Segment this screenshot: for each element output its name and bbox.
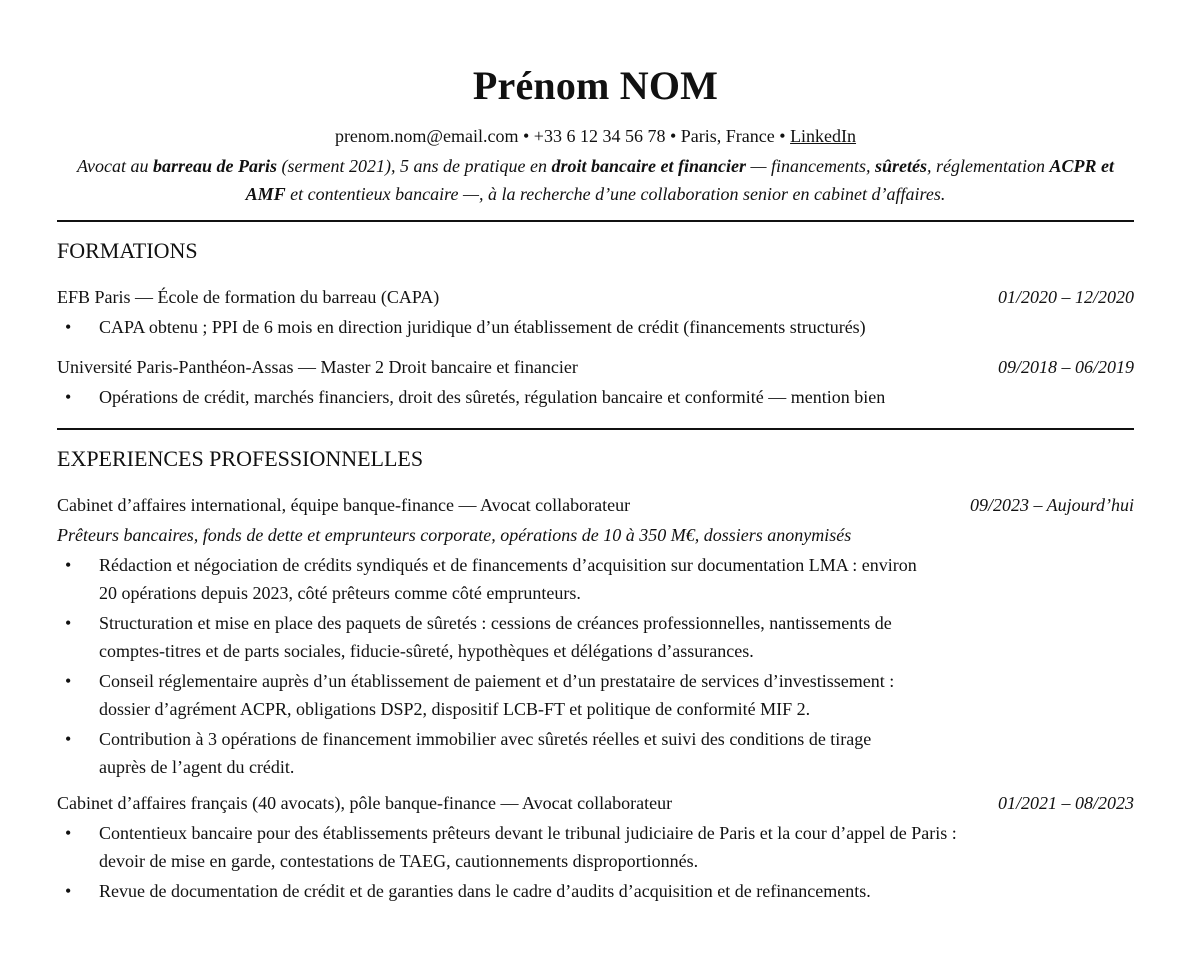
- section-experiences: [57, 445, 1134, 905]
- entry-title: EFB Paris — École de formation du barreau (CAPA): [57, 287, 440, 307]
- section-title: FORMATIONS: [57, 238, 198, 263]
- summary-emphasis: sûretés: [874, 156, 927, 176]
- section-formations: [57, 237, 1134, 411]
- summary-text: (serment 2021), 5 ans de pratique en: [277, 156, 552, 176]
- summary-emphasis: ACPR et AMF: [245, 156, 1114, 204]
- bullet-text: CAPA obtenu ; PPI de 6 mois en direction juridique d’un établissement de crédit (financements structurés): [99, 317, 866, 337]
- entry-header: [57, 789, 1134, 817]
- bullet-icon: •: [65, 387, 72, 407]
- summary-text: et contentieux bancaire —, à la recherche d’une collaboration senior en cabinet d’affaires.: [285, 184, 946, 204]
- list-item: [57, 551, 917, 607]
- entry-date: 09/2023 – Aujourd’hui: [969, 495, 1134, 515]
- entry-title: Cabinet d’affaires international, équipe banque-finance — Avocat collaborateur: [57, 495, 631, 515]
- education-entry: [57, 283, 1134, 341]
- entry-title: Université Paris-Panthéon-Assas — Master 2 Droit bancaire et financier: [57, 357, 578, 377]
- summary-text: — financements,: [745, 156, 875, 176]
- bullet-icon: •: [65, 671, 72, 691]
- profile-summary: [57, 152, 1134, 208]
- list-item: [57, 609, 917, 665]
- entry-subtitle: Prêteurs bancaires, fonds de dette et emprunteurs corporate, opérations de 10 à 350 M€, dossiers anonymisés: [57, 525, 852, 545]
- summary-text: , réglementation: [926, 156, 1050, 176]
- bullet-icon: •: [65, 555, 72, 575]
- summary-text: Avocat au: [77, 156, 153, 176]
- list-item: [57, 383, 1134, 411]
- summary-emphasis: barreau de Paris: [153, 156, 278, 176]
- section-divider: [57, 220, 1134, 222]
- resume-page: [57, 0, 1134, 907]
- bullet-icon: •: [65, 613, 72, 633]
- entry-date: 01/2021 – 08/2023: [997, 793, 1134, 813]
- bullet-list: [57, 313, 1134, 341]
- contact-location: Paris, France: [680, 126, 775, 146]
- summary-emphasis: droit bancaire et financier: [551, 156, 746, 176]
- linkedin-link[interactable]: LinkedIn: [790, 126, 857, 146]
- bullet-icon: •: [65, 823, 72, 843]
- contact-line: [57, 124, 1134, 148]
- bullet-text: Conseil réglementaire auprès d’un établissement de paiement et d’un prestataire de services d’investissement : dossier d’agrément ACPR, obligations DSP2, dispositif LCB-FT et politique de conformité MIF 2.: [99, 671, 895, 719]
- entry-header: [57, 491, 1134, 519]
- section-title: EXPERIENCES PROFESSIONNELLES: [57, 446, 424, 471]
- contact-separator: •: [669, 126, 677, 146]
- contact-phone[interactable]: +33 6 12 34 56 78: [533, 126, 666, 146]
- entry-date: 01/2020 – 12/2020: [997, 287, 1134, 307]
- bullet-text: Rédaction et négociation de crédits syndiqués et de financements d’acquisition sur documentation LMA : environ 20 opérations depuis 2023, côté prêteurs comme côté emprunteurs.: [99, 555, 917, 603]
- bullet-list: [57, 551, 917, 781]
- bullet-icon: •: [65, 881, 72, 901]
- contact-email[interactable]: prenom.nom@email.com: [334, 126, 519, 146]
- bullet-list: [57, 819, 973, 905]
- list-item: [57, 313, 1134, 341]
- bullet-icon: •: [65, 729, 72, 749]
- experience-entry: [57, 491, 1134, 781]
- contact-separator: •: [779, 126, 786, 146]
- education-entry: [57, 353, 1134, 411]
- experience-entry: [57, 789, 1134, 905]
- list-item: [57, 877, 973, 905]
- bullet-text: Revue de documentation de crédit et de garanties dans le cadre d’audits d’acquisition et de refinancements.: [99, 881, 871, 901]
- entry-header: [57, 283, 1134, 311]
- bullet-icon: •: [65, 317, 72, 337]
- entry-date: 09/2018 – 06/2019: [997, 357, 1134, 377]
- bullet-list: [57, 383, 1134, 411]
- bullet-text: Contentieux bancaire pour des établissements prêteurs devant le tribunal judiciaire de Paris et la cour d’appel de Paris : devoir de mise en garde, contestations de TAEG, cautionnements disproportionnés.: [99, 823, 957, 871]
- list-item: [57, 667, 917, 723]
- bullet-text: Contribution à 3 opérations de financement immobilier avec sûretés réelles et suivi des conditions de tirage auprès de l’agent du crédit.: [99, 729, 872, 777]
- list-item: [57, 819, 973, 875]
- section-divider: [57, 428, 1134, 430]
- contact-separator: •: [522, 126, 530, 146]
- entry-header: [57, 353, 1134, 381]
- entry-title: Cabinet d’affaires français (40 avocats), pôle banque-finance — Avocat collaborateur: [57, 793, 673, 813]
- candidate-name: Prénom NOM: [472, 63, 719, 108]
- bullet-text: Structuration et mise en place des paquets de sûretés : cessions de créances professionnelles, nantissements de comptes-titres et de parts sociales, fiducie-sûreté, hypothèques et délégations d’assurances.: [99, 613, 892, 661]
- list-item: [57, 725, 917, 781]
- bullet-text: Opérations de crédit, marchés financiers, droit des sûretés, régulation bancaire et conformité — mention bien: [99, 387, 886, 407]
